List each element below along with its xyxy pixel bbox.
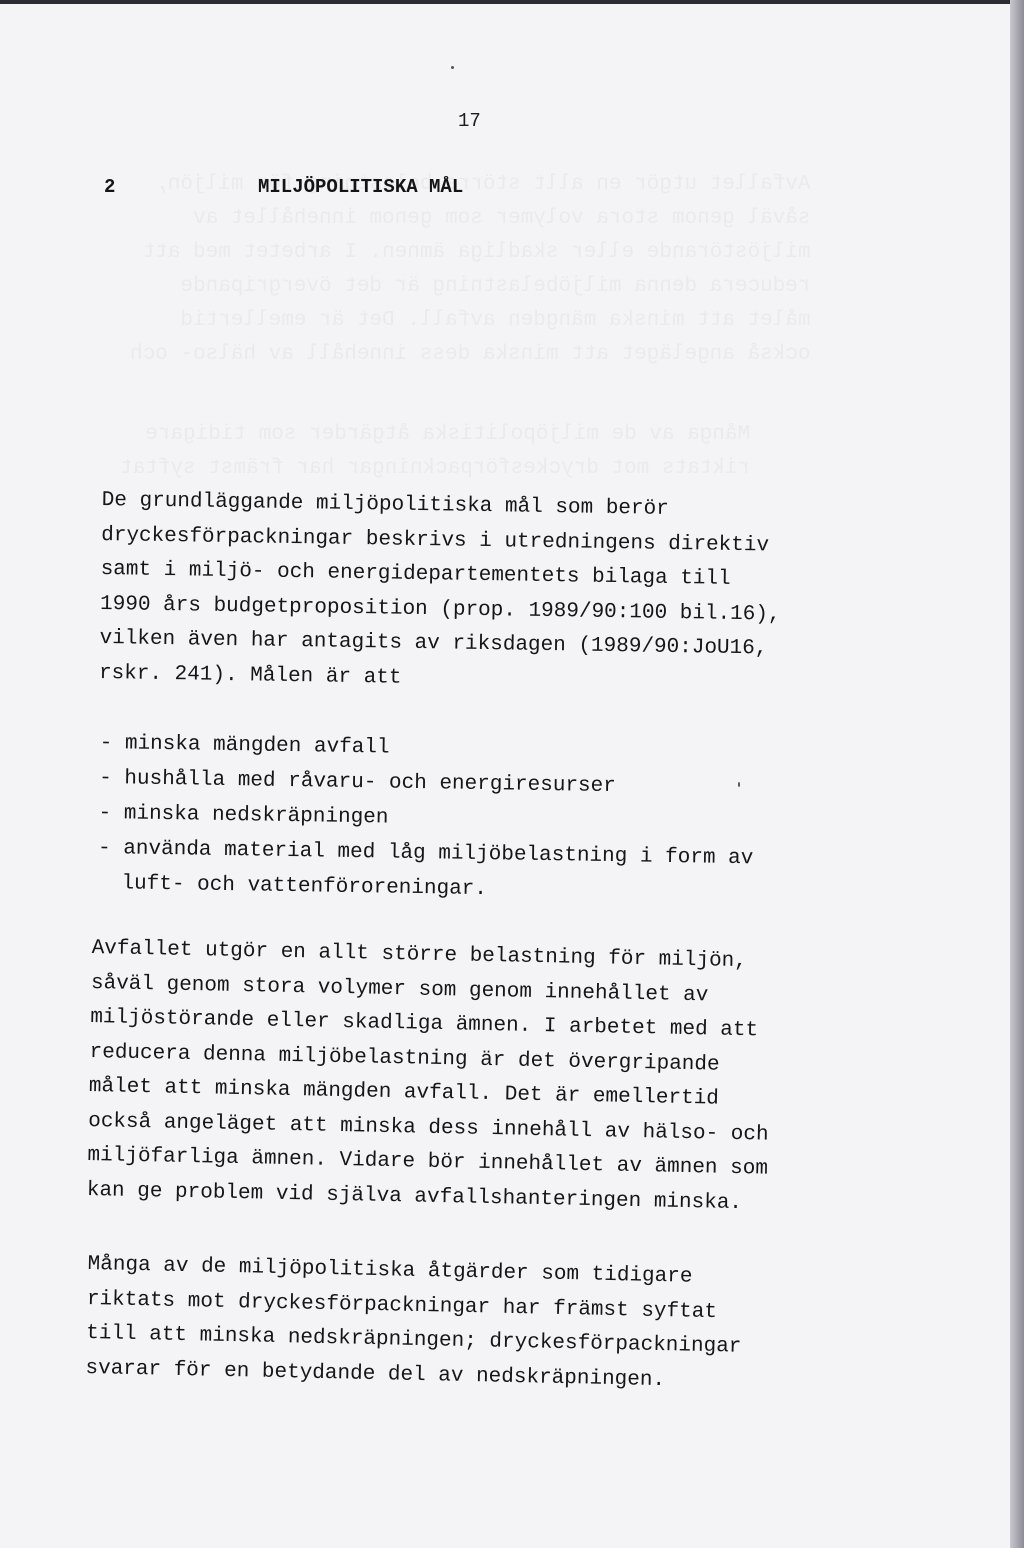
page-right-edge	[1010, 0, 1024, 1548]
show-through-upper	[130, 168, 811, 372]
text-line: miljöfarliga ämnen. Vidare bör innehållet av ämnen som	[87, 1143, 769, 1181]
scan-speck	[451, 66, 454, 69]
text-line: 1990 års budgetproposition (prop. 1989/90:100 bil.16),	[99, 592, 781, 627]
text-line: riktats mot dryckesförpackningar har främst syftat	[86, 1287, 718, 1324]
text-line: De grundläggande miljöpolitiska mål som berör	[101, 488, 669, 521]
text-line: reducera denna miljöbelastning är det övergripande	[89, 1040, 720, 1077]
list-item: - minska mängden avfall	[99, 731, 390, 760]
text-line: vilken även har antagits av riksdagen (1989/90:JoU16,	[99, 626, 768, 661]
section-heading	[104, 176, 463, 198]
text-line: rskr. 241). Målen är att	[98, 661, 402, 690]
paragraph-littering	[85, 1248, 743, 1400]
page-top-edge	[0, 0, 1024, 4]
list-item-continuation: luft- och vattenföroreningar.	[121, 872, 488, 902]
paragraph-intro	[99, 484, 783, 702]
text-line: svarar för en betydande del av nedskräpningen.	[85, 1356, 666, 1392]
text-line: såväl genom stora volymer som genom innehållet av	[90, 971, 709, 1007]
text-line: samt i miljö- och energidepartementets bilaga till	[100, 557, 731, 591]
text-line: dryckesförpackningar beskrivs i utredningens direktiv	[101, 523, 770, 557]
text-line: också angeläget att minska dess innehåll av hälso- och	[87, 1109, 769, 1147]
scan-speck	[738, 782, 740, 787]
list-item: - hushålla med råvaru- och energiresurser	[98, 766, 616, 799]
section-number: 2	[104, 176, 116, 198]
paragraph-waste	[86, 932, 772, 1222]
section-title: MILJÖPOLITISKA MÅL	[258, 176, 464, 198]
list-item: - minska nedskräpningen	[98, 801, 389, 830]
text-line: till att minska nedskräpningen; dryckesförpackningar	[85, 1321, 742, 1359]
text-line: Många av de miljöpolitiska åtgärder som tidigare	[87, 1252, 693, 1289]
list-item: - använda material med låg miljöbelastning i form av	[97, 836, 754, 871]
text-line: kan ge problem vid själva avfallshanteringen minska.	[86, 1178, 743, 1215]
goals-list	[97, 726, 755, 911]
text-line: miljöstörande eller skadliga ämnen. I arbetet med att	[90, 1005, 759, 1043]
text-line: Avfallet utgör en allt större belastning för miljön,	[91, 936, 748, 974]
page-number: 17	[458, 110, 481, 132]
show-through-middle	[120, 418, 750, 486]
text-line: målet att minska mängden avfall. Det är emellertid	[88, 1074, 720, 1111]
